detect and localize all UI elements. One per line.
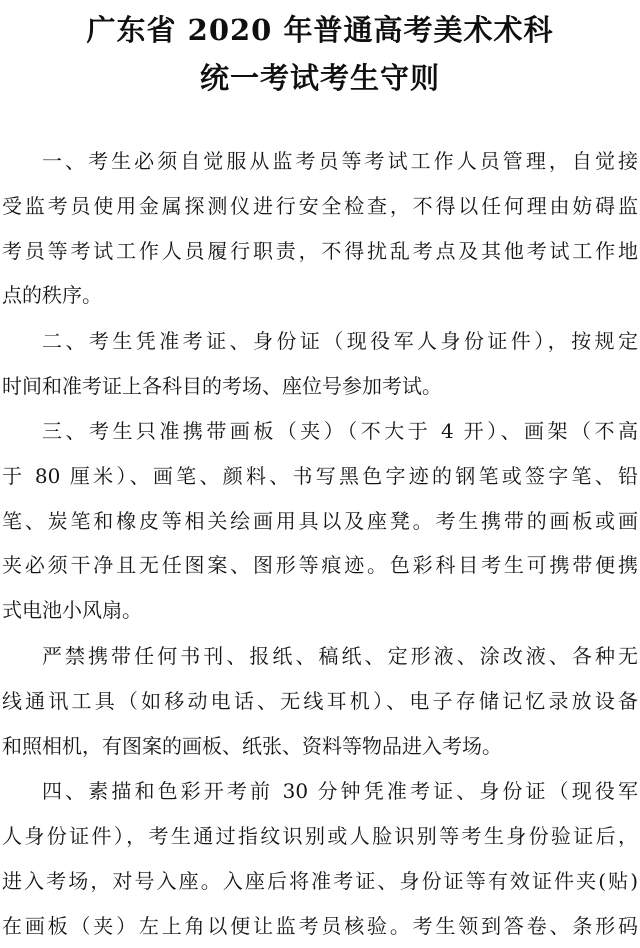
paragraph-line bbox=[0, 769, 640, 813]
text-line: 时间和准考证上各科目的考场、座位号参加考试。 bbox=[2, 374, 442, 398]
text-line: 受监考员使用金属探测仪进行安全检查，不得以任何理由妨碍监 bbox=[2, 194, 638, 218]
text-line: 线通讯工具（如移动电话、无线耳机）、电子存储记忆录放设备 bbox=[2, 689, 638, 713]
paragraph-line bbox=[0, 859, 640, 903]
document-title-line-2: 统一考试考生守则 bbox=[199, 61, 440, 95]
paragraph-line bbox=[0, 139, 640, 183]
text-line: 严禁携带任何书刊、报纸、稿纸、定形液、涂改液、各种无 bbox=[42, 644, 638, 668]
paragraph-line bbox=[0, 543, 640, 587]
paragraph-line bbox=[0, 229, 640, 273]
paragraph-line bbox=[0, 724, 640, 768]
paragraph-line bbox=[0, 679, 640, 723]
text-line: 二、考生凭准考证、身份证（现役军人身份证件），按规定 bbox=[42, 329, 638, 353]
paragraph-line bbox=[0, 814, 640, 858]
paragraph-line bbox=[0, 588, 640, 632]
paragraph-line bbox=[0, 454, 640, 498]
paragraph-line bbox=[0, 364, 640, 408]
text-line: 人身份证件），考生通过指纹识别或人脸识别等考生身份验证后， bbox=[2, 824, 638, 848]
paragraph-line bbox=[0, 273, 640, 317]
paragraph-line bbox=[0, 499, 640, 543]
text-line: 式电池小风扇。 bbox=[2, 598, 142, 622]
paragraph-line bbox=[0, 904, 640, 948]
document-title-line-1: 广东省 2020 年普通高考美术术科 bbox=[86, 13, 554, 47]
text-line: 一、考生必须自觉服从监考员等考试工作人员管理，自觉接 bbox=[42, 149, 638, 173]
paragraph-line bbox=[0, 319, 640, 363]
text-line: 笔、炭笔和橡皮等相关绘画用具以及座凳。考生携带的画板或画 bbox=[2, 509, 638, 533]
text-line: 和照相机，有图案的画板、纸张、资料等物品进入考场。 bbox=[2, 734, 502, 758]
paragraph-line bbox=[0, 184, 640, 228]
text-line: 考员等考试工作人员履行职责，不得扰乱考点及其他考试工作地 bbox=[2, 239, 638, 263]
text-line: 点的秩序。 bbox=[2, 283, 102, 307]
text-line: 进入考场，对号入座。入座后将准考证、身份证等有效证件夹(贴) bbox=[2, 869, 638, 893]
paragraph-line bbox=[0, 409, 640, 453]
text-line: 三、考生只准携带画板（夹）（不大于 4 开）、画架（不高 bbox=[42, 419, 638, 443]
text-line: 于 80 厘米）、画笔、颜料、书写黑色字迹的钢笔或签字笔、铅 bbox=[2, 464, 638, 488]
text-line: 夹必须干净且无任图案、图形等痕迹。色彩科目考生可携带便携 bbox=[2, 553, 638, 577]
text-line: 在画板（夹）左上角以便让监考员核验。考生领到答卷、条形码 bbox=[2, 914, 638, 938]
paragraph-line bbox=[0, 634, 640, 678]
text-line: 四、素描和色彩开考前 30 分钟凭准考证、身份证（现役军 bbox=[42, 779, 638, 803]
